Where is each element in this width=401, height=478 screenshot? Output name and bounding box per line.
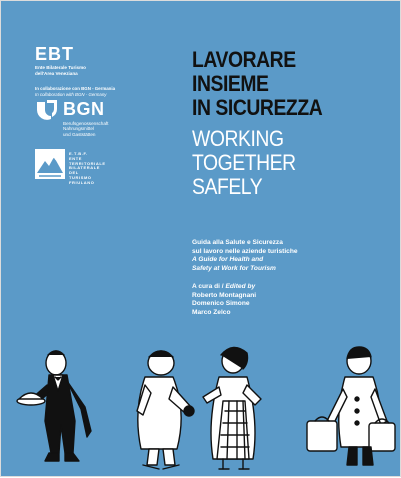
etbf-logo-text: E.T.B.F. ENTE TERRITORIALE BILATERALE DEL TURISMO FRIULANO (69, 151, 106, 185)
title-english: WORKING TOGETHER SAFELY (192, 126, 296, 199)
mountain-emblem-icon (35, 149, 65, 179)
porter-figure (307, 347, 395, 465)
bgn-emblem-icon (35, 98, 59, 120)
guide-subtitle: Guida alla Salute e Sicurezza sul lavoro nelle aziende turistiche A Guide for Health and Safety at Work for Tourism (192, 239, 298, 272)
cook-figure (137, 351, 194, 469)
editors-label: A cura di / Edited by (192, 283, 256, 290)
editor-name: Roberto Montagnani (192, 291, 257, 299)
editor-name: Domenico Simone (192, 300, 250, 308)
title-italian: LAVORARE INSIEME IN SICUREZZA (192, 47, 323, 120)
workers-illustration (1, 341, 401, 478)
editor-name: Marco Zelco (192, 308, 231, 316)
ebt-logo-mark: EBT (35, 44, 74, 64)
ebt-logo (35, 45, 86, 76)
bgn-logo-mark: BGN (63, 98, 105, 119)
bgn-logo (35, 98, 108, 137)
editors-block (192, 283, 392, 317)
waiter-figure (17, 351, 91, 461)
ebt-logo-subtitle: Ente Bilaterale Turismo dell'Area Veneziana (35, 65, 86, 76)
bgn-logo-description: Berufsgenossenschaft Nahrungsmittel und Gaststätten (63, 121, 109, 137)
etbf-logo (35, 149, 106, 186)
maid-figure (203, 347, 261, 469)
collaboration-note: In collaborazione con BGN - Germania In collaboration with BGN - Germany (35, 86, 116, 97)
